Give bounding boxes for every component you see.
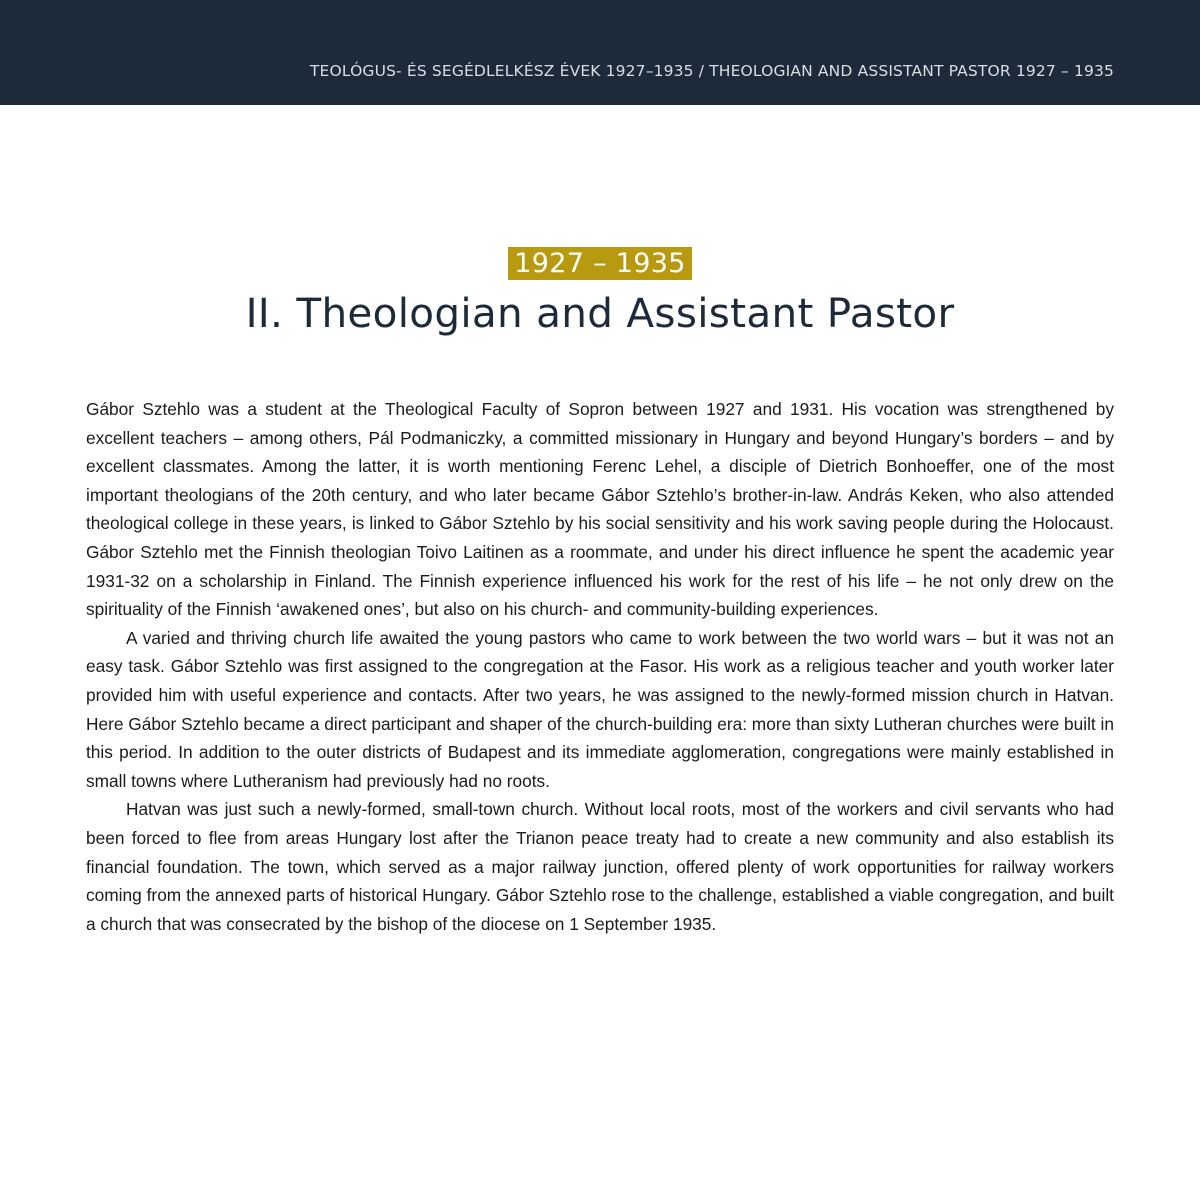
chapter-title-block — [0, 247, 1200, 338]
year-badge: 1927 – 1935 — [508, 247, 691, 280]
chapter-title: II. Theologian and Assistant Pastor — [245, 289, 955, 337]
running-head: TEOLÓGUS- ÉS SEGÉDLELKÉSZ ÉVEK 1927–1935 / THEOLOGIAN AND ASSISTANT PASTOR 1927 – 1935 — [309, 62, 1114, 80]
paragraph-1: Gábor Sztehlo was a student at the Theological Faculty of Sopron between 1927 and 1931. His vocation was strengthened by excellent teachers – among others, Pál Podmaniczky, a committed missionary in Hungary and beyond Hungary’s borders – and by excellent classmates. Among the latter, it is worth mentioning Ferenc Lehel, a disciple of Dietrich Bonhoeffer, one of the most important theologians of the 20th century, and who later became Gábor Sztehlo’s brother-in-law. András Keken, who also attended theological college in these years, is linked to Gábor Sztehlo by his social sensitivity and his work saving people during the Holocaust. Gábor Sztehlo met the Finnish theologian Toivo Laitinen as a roommate, and under his direct influence he spent the academic year 1931-32 on a scholarship in Finland. The Finnish experience influenced his work for the rest of his life – he not only drew on the spirituality of the Finnish ‘awakened ones’, but also on his church- and community-building experiences. — [86, 399, 1114, 620]
paragraph-3: Hatvan was just such a newly-formed, small-town church. Without local roots, most of the workers and civil servants who had been forced to flee from areas Hungary lost after the Trianon peace treaty had to create a new community and also establish its financial foundation. The town, which served as a major railway junction, offered plenty of work opportunities for railway workers coming from the annexed parts of historical Hungary. Gábor Sztehlo rose to the challenge, established a viable congregation, and built a church that was consecrated by the bishop of the diocese on 1 September 1935. — [86, 799, 1114, 934]
body-text — [86, 395, 1114, 938]
paragraph-2: A varied and thriving church life awaited the young pastors who came to work between the two world wars – but it was not an easy task. Gábor Sztehlo was first assigned to the congregation at the Fasor. His work as a religious teacher and youth worker later provided him with useful experience and contacts. After two years, he was assigned to the newly-formed mission church in Hatvan. Here Gábor Sztehlo became a direct participant and shaper of the church-building era: more than sixty Lutheran churches were built in this period. In addition to the outer districts of Budapest and its immediate agglomeration, congregations were mainly established in small towns where Lutheranism had previously had no roots. — [86, 627, 1114, 791]
header-band — [0, 0, 1200, 105]
